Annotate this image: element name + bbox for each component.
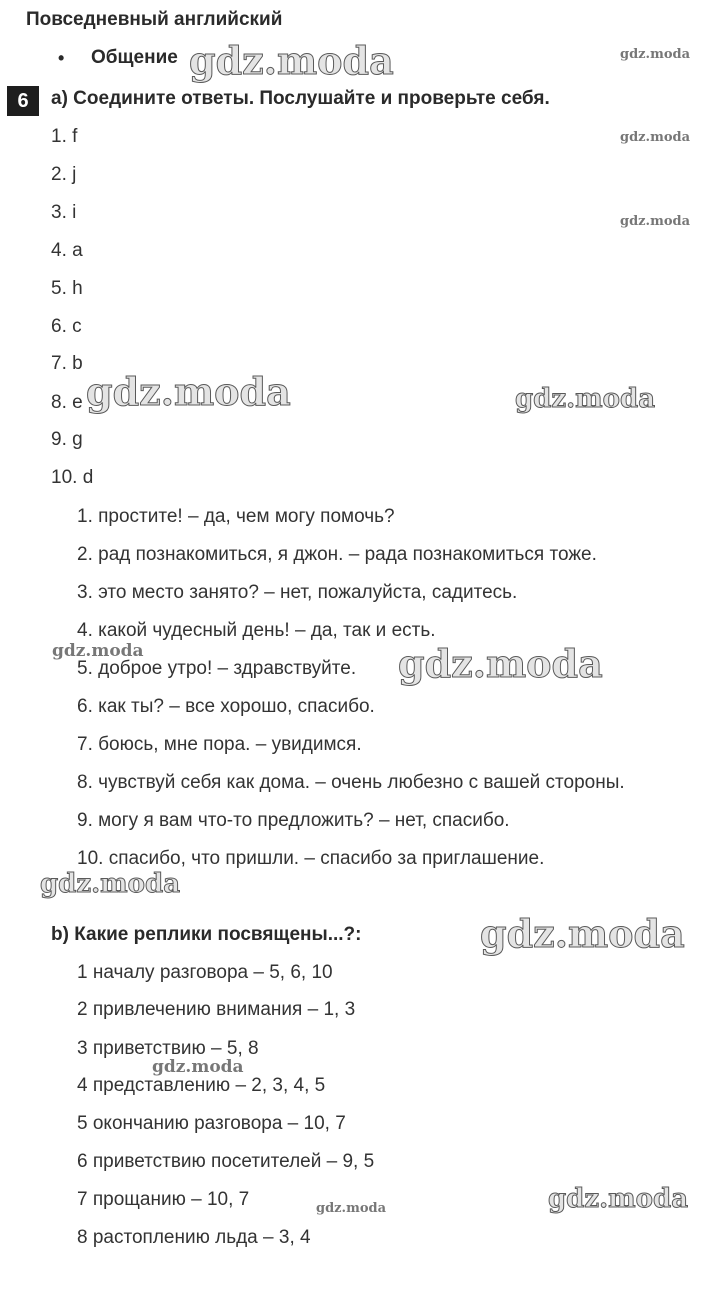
category-item: 5 окончанию разговора – 10, 7 xyxy=(77,1113,346,1134)
bullet-icon: • xyxy=(58,48,65,68)
dialogue-item: 10. спасибо, что пришли. – спасибо за приглашение. xyxy=(77,848,545,869)
answer-item: 5. h xyxy=(51,278,83,299)
task-b-heading: b) Какие реплики посвящены...?: xyxy=(51,924,362,945)
dialogue-item: 3. это место занято? – нет, пожалуйста, садитесь. xyxy=(77,582,518,603)
answer-item: 8. e xyxy=(51,392,83,413)
category-item: 3 приветствию – 5, 8 xyxy=(77,1038,259,1059)
answer-item: 4. a xyxy=(51,240,83,261)
category-item: 4 представлению – 2, 3, 4, 5 xyxy=(77,1075,326,1096)
answer-item: 2. j xyxy=(51,164,77,185)
watermark: gdz.moda xyxy=(52,641,144,661)
answer-item: 1. f xyxy=(51,126,78,147)
watermark: gdz.moda xyxy=(480,911,685,956)
answer-item: 6. c xyxy=(51,316,82,337)
answer-item: 9. g xyxy=(51,429,83,450)
dialogue-item: 6. как ты? – все хорошо, спасибо. xyxy=(77,696,375,717)
dialogue-item: 8. чувствуй себя как дома. – очень любезно с вашей стороны. xyxy=(77,772,625,793)
answer-item: 10. d xyxy=(51,467,94,488)
watermark: gdz.moda xyxy=(398,641,603,686)
answer-item: 3. i xyxy=(51,202,77,223)
dialogue-item: 5. доброе утро! – здравствуйте. xyxy=(77,658,357,679)
section-subtitle: Общение xyxy=(91,47,178,68)
category-item: 8 растоплению льда – 3, 4 xyxy=(77,1227,311,1248)
category-item: 1 началу разговора – 5, 6, 10 xyxy=(77,962,333,983)
watermark: gdz.moda xyxy=(548,1184,689,1214)
category-item: 7 прощанию – 10, 7 xyxy=(77,1189,250,1210)
watermark: gdz.moda xyxy=(86,369,291,414)
task-number-badge: 6 xyxy=(7,86,39,116)
answer-item: 7. b xyxy=(51,353,83,374)
watermark: gdz.moda xyxy=(515,384,656,414)
watermark: gdz.moda xyxy=(316,1201,387,1216)
watermark: gdz.moda xyxy=(40,869,181,899)
watermark: gdz.moda xyxy=(620,47,691,62)
category-item: 2 привлечению внимания – 1, 3 xyxy=(77,999,356,1020)
dialogue-item: 4. какой чудесный день! – да, так и есть. xyxy=(77,620,436,641)
watermark: gdz.moda xyxy=(620,214,691,229)
dialogue-item: 1. простите! – да, чем могу помочь? xyxy=(77,506,395,527)
category-item: 6 приветствию посетителей – 9, 5 xyxy=(77,1151,375,1172)
page-title: Повседневный английский xyxy=(26,9,283,30)
task-a-heading: a) Соедините ответы. Послушайте и проверьте себя. xyxy=(51,88,550,109)
dialogue-item: 7. боюсь, мне пора. – увидимся. xyxy=(77,734,362,755)
dialogue-item: 2. рад познакомиться, я джон. – рада познакомиться тоже. xyxy=(77,544,597,565)
dialogue-item: 9. могу я вам что-то предложить? – нет, спасибо. xyxy=(77,810,510,831)
watermark: gdz.moda xyxy=(189,38,394,83)
watermark: gdz.moda xyxy=(152,1057,244,1077)
watermark: gdz.moda xyxy=(620,130,691,145)
